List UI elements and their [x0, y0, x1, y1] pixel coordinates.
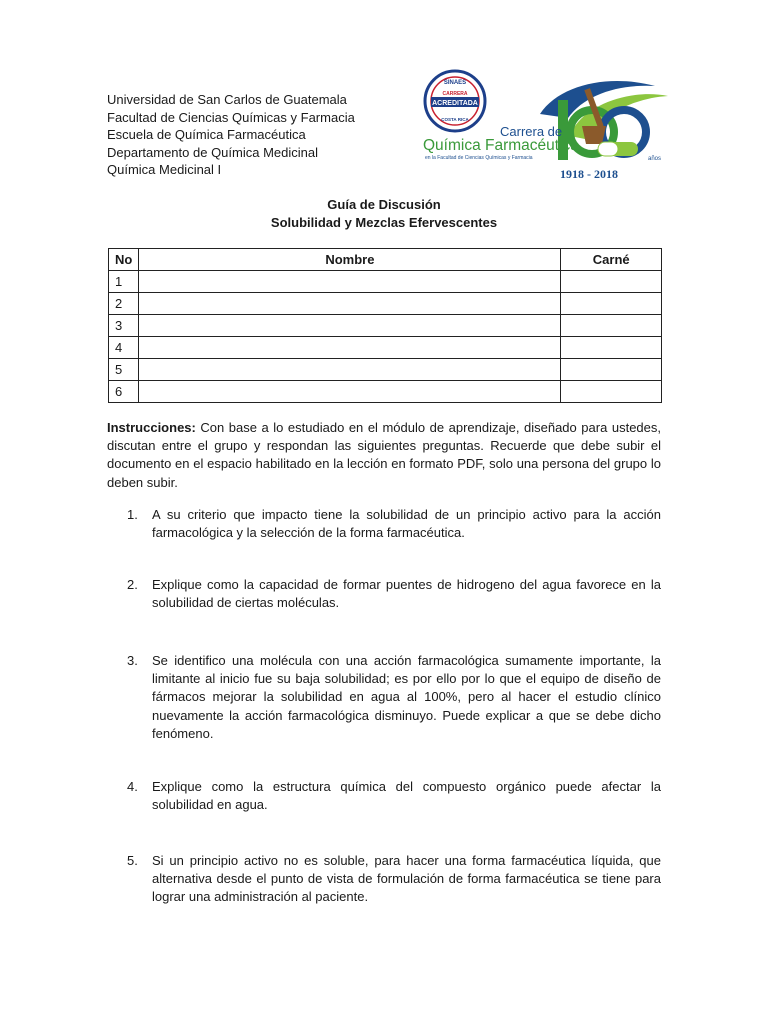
name-cell[interactable] [139, 337, 561, 359]
question-text: Se identifico una molécula con una acción farmacológica sumamente importante, la limitante al inicio fue su baja solubilidad; es por ello por lo que el equipo de diseño de fármacos mejorar la solubilidad en agua al 100%, pero al hacer el estudio clínico nuevamente la acción farmacológica disminuyo. Puede explicar a que se debe dicho fenómeno. [152, 653, 661, 741]
header-line-faculty: Facultad de Ciencias Químicas y Farmacia [107, 109, 355, 125]
list-item [107, 652, 661, 743]
row-number: 3 [109, 315, 139, 337]
question-text: Explique como la estructura química del compuesto orgánico puede afectar la solubilidad en agua. [152, 779, 661, 813]
table-row [109, 315, 662, 337]
seal-top-text: SINAES [443, 80, 467, 86]
carne-cell[interactable] [561, 337, 662, 359]
carne-cell[interactable] [561, 293, 662, 315]
name-cell[interactable] [139, 271, 561, 293]
list-item [107, 506, 661, 542]
list-item [107, 576, 661, 612]
table-row [109, 381, 662, 403]
header-line-university: Universidad de San Carlos de Guatemala [107, 92, 347, 107]
header-line-department: Departamento de Química Medicinal [107, 144, 318, 160]
question-text: A su criterio que impacto tiene la solubilidad de un principio activo para la acción farmacológica y la selección de la forma farmacéutica. [152, 507, 661, 541]
seal-bottom-text: COSTA RICA [441, 117, 469, 122]
program-centennial-logo [420, 66, 670, 186]
name-cell[interactable] [139, 359, 561, 381]
header-line-course: Química Medicinal I [107, 162, 222, 178]
table-row [109, 359, 662, 381]
logo-years-range: 1918 - 2018 [560, 167, 618, 181]
logo-line3: en la Facultad de Ciencias Químicas y Farmacia [425, 155, 533, 161]
seal-middle-text: CARRERA [442, 91, 468, 97]
row-number: 1 [109, 271, 139, 293]
list-item [107, 852, 661, 907]
question-text: Si un principio activo no es soluble, para hacer una forma farmacéutica líquida, que alternativa desde el punto de vista de formulación de forma farmacéutica se tiene para lograr una administración al paciente. [152, 853, 661, 905]
seal-main-text: ACREDITADA [432, 100, 478, 107]
carne-cell[interactable] [561, 381, 662, 403]
instructions-label: Instrucciones: [107, 420, 196, 435]
row-number: 6 [109, 381, 139, 403]
title-line1: Guía de Discusión [327, 197, 441, 212]
header-line-school: Escuela de Química Farmacéutica [107, 127, 306, 143]
header-carne: Carné [561, 249, 662, 271]
name-cell[interactable] [139, 293, 561, 315]
table-row [109, 293, 662, 315]
name-cell[interactable] [139, 315, 561, 337]
question-number: 3. [127, 653, 138, 668]
logo-years-label: años [648, 156, 662, 162]
carne-cell[interactable] [561, 315, 662, 337]
header-no: No [109, 249, 139, 271]
question-text: Explique como la capacidad de formar puentes de hidrogeno del agua favorece en la solubilidad de ciertas moléculas. [152, 577, 661, 611]
header-nombre: Nombre [139, 249, 561, 271]
row-number: 4 [109, 337, 139, 359]
logo-line1: Carrera de [500, 124, 563, 139]
table-row [109, 271, 662, 293]
question-number: 2. [127, 577, 138, 592]
institution-header [107, 91, 355, 179]
table-header-row [109, 249, 662, 271]
row-number: 2 [109, 293, 139, 315]
name-cell[interactable] [139, 381, 561, 403]
table-row [109, 337, 662, 359]
instructions-text: Con base a lo estudiado en el módulo de aprendizaje, diseñado para ustedes, discutan entre el grupo y respondan las siguientes preguntas. Recuerde que debe subir el documento en el espacio habilitado en la lección en formato PDF, solo una persona del grupo lo deben subir. [107, 420, 661, 490]
question-number: 4. [127, 779, 138, 794]
document-title [0, 196, 768, 231]
carne-cell[interactable] [561, 271, 662, 293]
carne-cell[interactable] [561, 359, 662, 381]
instructions-paragraph [107, 419, 661, 492]
row-number: 5 [109, 359, 139, 381]
question-number: 1. [127, 507, 138, 522]
group-roster-table [108, 248, 662, 403]
list-item [107, 778, 661, 814]
question-number: 5. [127, 853, 138, 868]
title-line2: Solubilidad y Mezclas Efervescentes [270, 214, 498, 230]
logo-line2: Química Farmacéutica [423, 137, 579, 154]
